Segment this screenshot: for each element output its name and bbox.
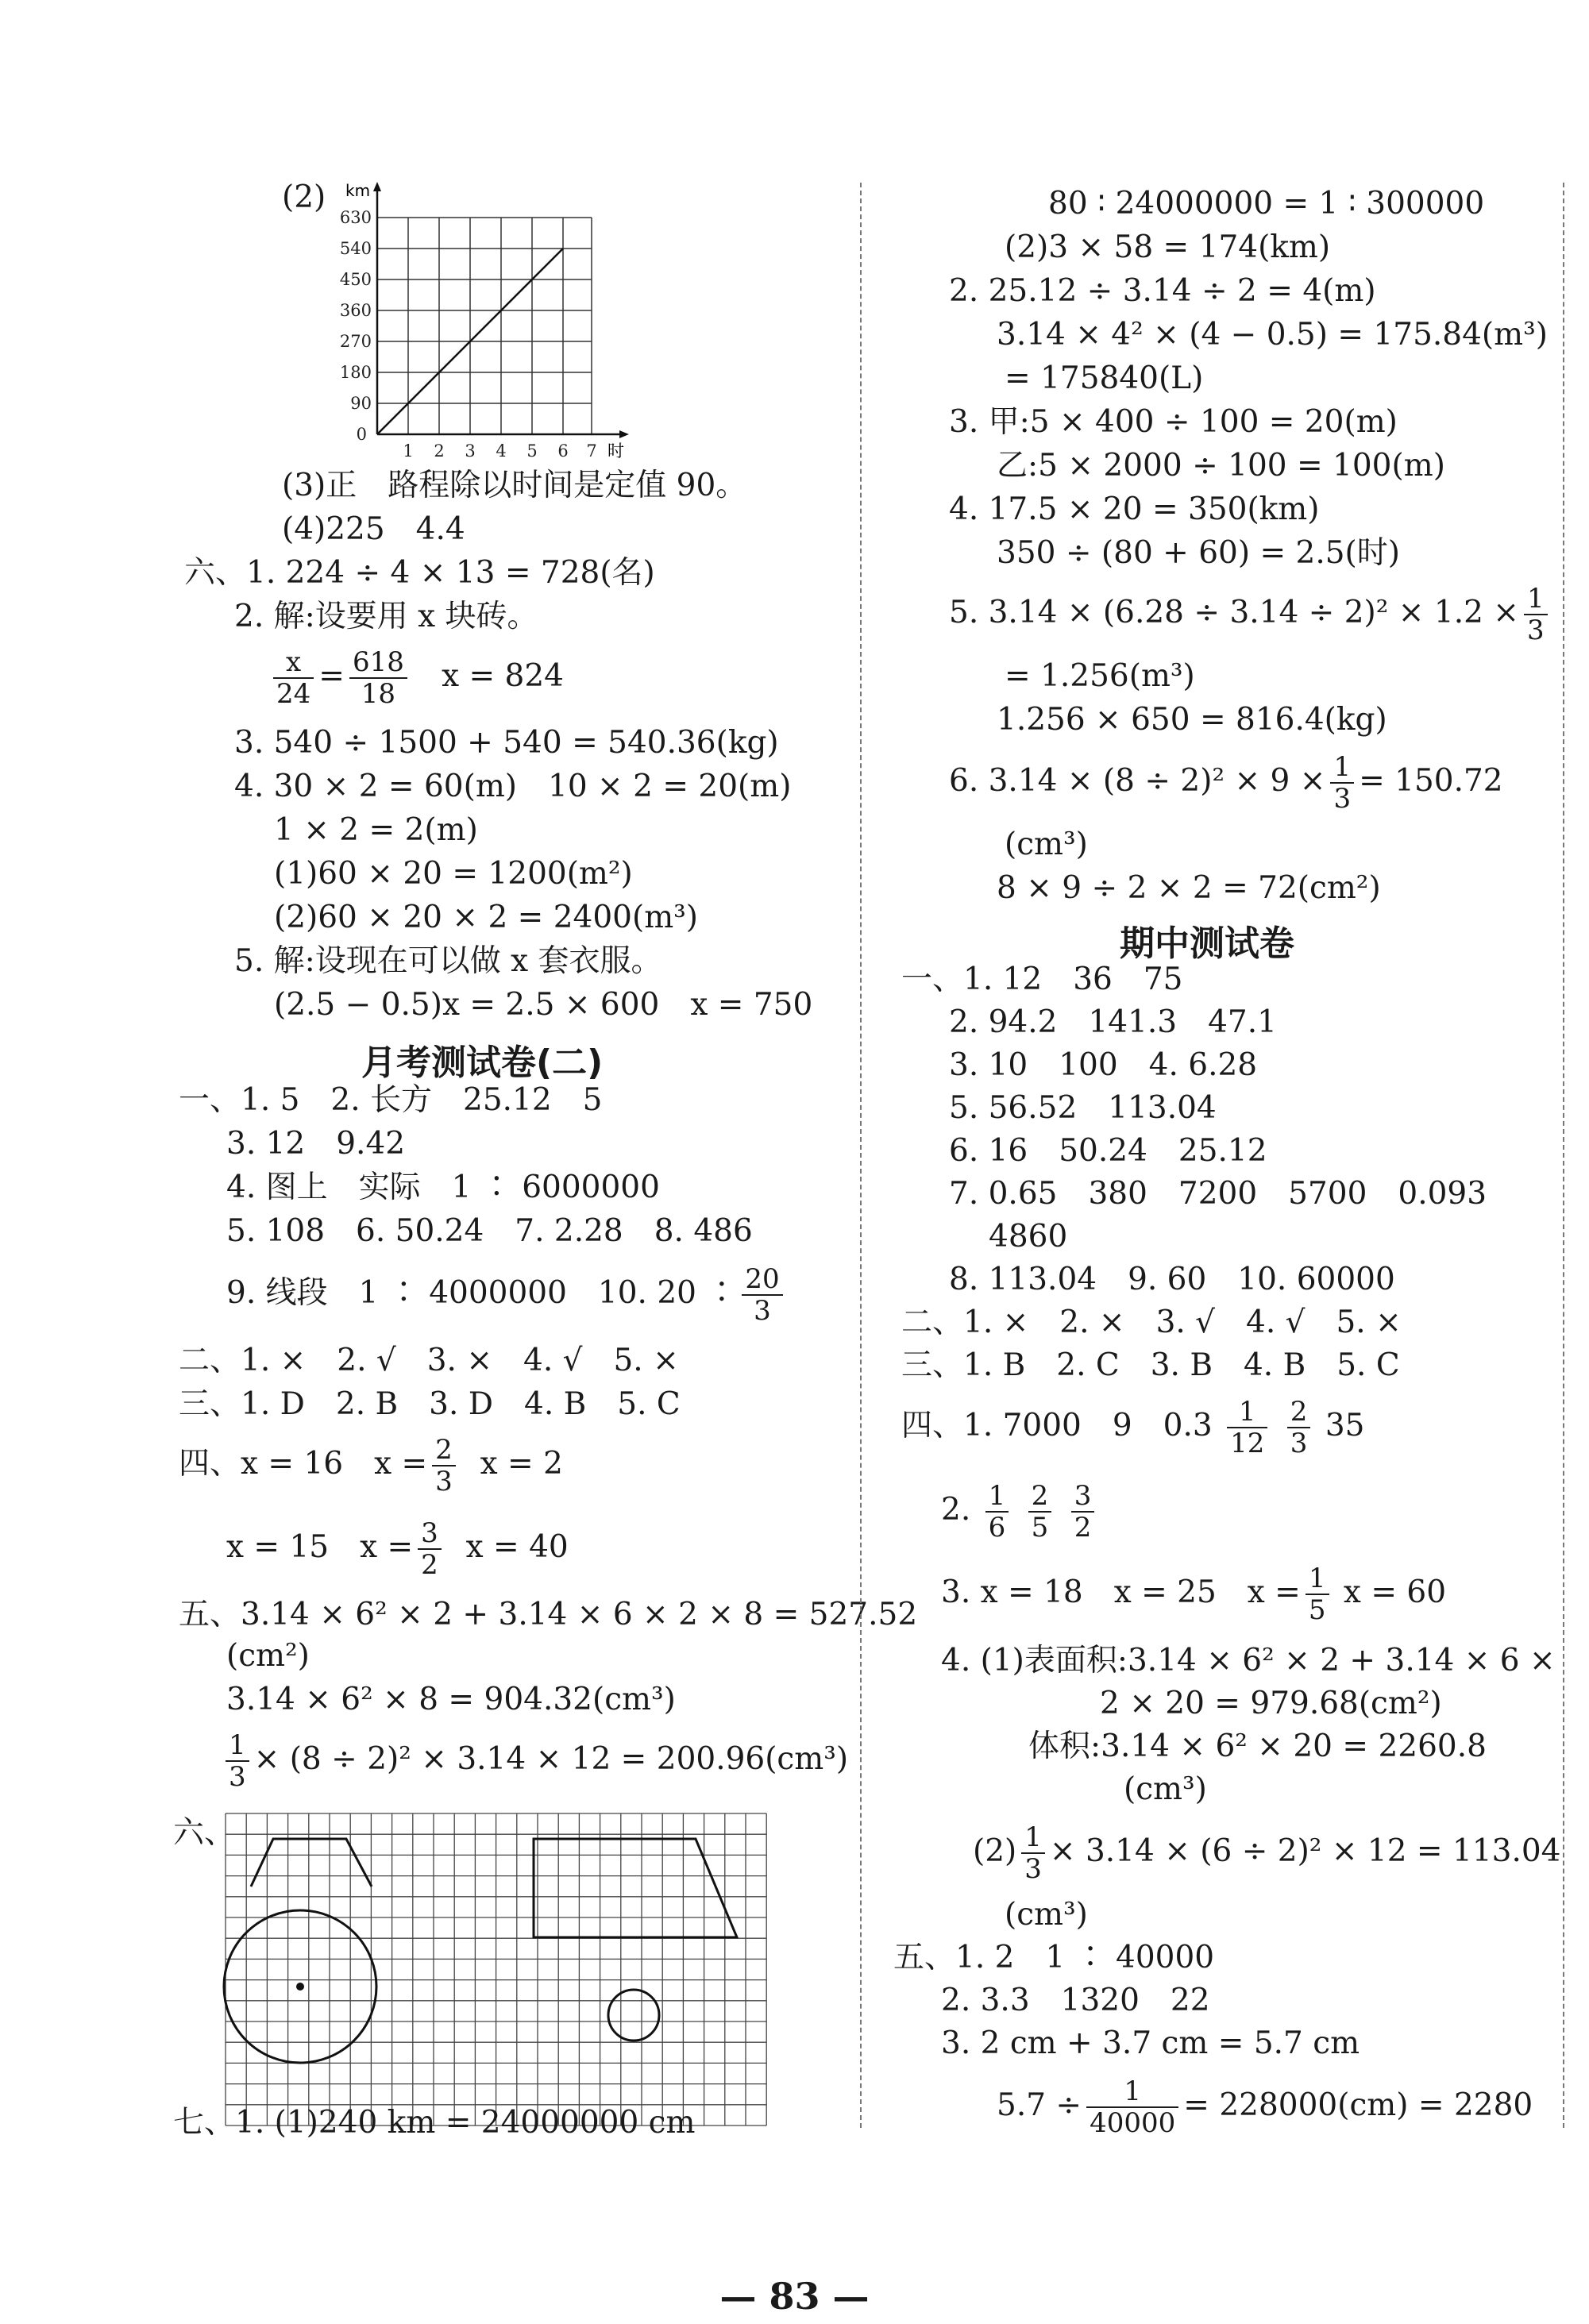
answer-line: (cm³): [1124, 1771, 1207, 1807]
circle-small: [608, 1990, 659, 2041]
answer-line: (cm³): [1005, 1897, 1088, 1933]
answer-line: 二、1. × 2. × 3. √ 4. √ 5. ×: [901, 1305, 1402, 1340]
answer-line: 350 ÷ (80 + 60) = 2.5(时): [997, 535, 1400, 571]
answer-line: (4)225 4.4: [282, 511, 465, 547]
answer-line: (2)3 × 58 = 174(km): [1005, 229, 1331, 265]
circle-center: [296, 1983, 304, 1991]
answer-line: = 175840(L): [1005, 360, 1204, 396]
answer-line: 七、1. (1)240 km = 24000000 cm: [173, 2105, 696, 2141]
answer-line: 六、: [173, 1815, 236, 1851]
graph-label: (2): [282, 179, 326, 215]
answer-line: 5.7 ÷ $\frac{1}{40000}$ = 228000(cm) = 2280: [997, 2075, 1533, 2139]
answer-line: (2)60 × 20 × 2 = 2400(m³): [274, 900, 699, 935]
answer-line: 2. 25.12 ÷ 3.14 ÷ 2 = 4(m): [949, 273, 1376, 309]
trapezoid-small: [251, 1839, 372, 1887]
trapezoid-large: [534, 1839, 737, 1937]
distance-time-graph: [318, 179, 651, 464]
answer-line: (1)60 × 20 = 1200(m²): [274, 856, 633, 892]
svg-text:0: 0: [356, 425, 367, 444]
answer-line: 4. 17.5 × 20 = 350(km): [949, 491, 1320, 527]
section-title: 月考测试卷(二): [361, 1043, 604, 1083]
answer-line: (2) $\frac{1}{3}$ × 3.14 × (6 ÷ 2)² × 12 = 113.04: [973, 1821, 1561, 1885]
answer-line: 四、1. 7000 9 0.3 $\frac{1}{12}$ $\frac{2}{3}$ 35: [901, 1396, 1365, 1459]
svg-text:450: 450: [339, 270, 372, 289]
answer-line: 四、x = 16 x = $\frac{2}{3}$ x = 2: [179, 1434, 563, 1497]
right-margin-line: [1563, 183, 1564, 2128]
answer-line: 二、1. × 2. √ 3. × 4. √ 5. ×: [179, 1343, 679, 1378]
answer-line: 1 × 2 = 2(m): [274, 812, 478, 848]
answer-line: 乙:5 × 2000 ÷ 100 = 100(m): [997, 448, 1445, 484]
answer-line: 五、3.14 × 6² × 2 + 3.14 × 6 × 2 × 8 = 527.52: [179, 1597, 918, 1632]
svg-text:540: 540: [339, 239, 372, 258]
svg-text:km: km: [345, 181, 371, 200]
svg-text:5: 5: [526, 441, 538, 461]
answer-line: = 1.256(m³): [1005, 658, 1195, 694]
answer-line: 5. 3.14 × (6.28 ÷ 3.14 ÷ 2)² × 1.2 × $\frac{1}{3}$: [949, 578, 1552, 648]
answer-line: 五、1. 2 1 ∶ 40000: [893, 1940, 1215, 1975]
answer-line: (cm³): [1005, 827, 1088, 862]
answer-line: (3)正 路程除以时间是定值 90。: [282, 468, 747, 503]
answer-line: 5. 56.52 113.04: [949, 1090, 1217, 1126]
answer-line: 9. 线段 1 ∶ 4000000 10. 20 ∶ $\frac{20}{3}$: [226, 1258, 788, 1328]
svg-text:90: 90: [350, 394, 372, 413]
svg-text:4: 4: [496, 441, 507, 461]
svg-text:360: 360: [339, 301, 372, 320]
answer-line: 8 × 9 ÷ 2 × 2 = 72(cm²): [997, 870, 1381, 906]
svg-text:180: 180: [339, 363, 372, 382]
answer-line: 4860: [989, 1219, 1068, 1254]
answer-line: 7. 0.65 380 7200 5700 0.093: [949, 1176, 1487, 1212]
answer-line: 2. $\frac{1}{6}$ $\frac{2}{5}$ $\frac{3}{2}$: [941, 1475, 1099, 1545]
svg-text:2: 2: [434, 441, 445, 461]
answer-line: 2. 3.3 1320 22: [941, 1983, 1210, 2018]
answer-line: 三、1. D 2. B 3. D 4. B 5. C: [179, 1386, 681, 1422]
answer-line: 3. x = 18 x = 25 x = $\frac{1}{5}$ x = 60: [941, 1563, 1447, 1626]
answer-line: (cm²): [226, 1638, 310, 1674]
column-divider: [860, 183, 862, 2128]
svg-text:7: 7: [586, 441, 597, 461]
answer-line: 5. 108 6. 50.24 7. 2.28 8. 486: [226, 1213, 753, 1249]
svg-text:3: 3: [465, 441, 476, 461]
answer-line: 一、1. 5 2. 长方 25.12 5: [179, 1082, 603, 1118]
answer-line: 8. 113.04 9. 60 10. 60000: [949, 1262, 1395, 1297]
answer-line: 2. 解:设要用 x 块砖。: [234, 599, 538, 634]
svg-text:6: 6: [557, 441, 569, 461]
answer-line: 5. 解:设现在可以做 x 套衣服。: [234, 943, 662, 979]
svg-text:270: 270: [339, 332, 372, 351]
answer-line: 80 ∶ 24000000 = 1 ∶ 300000: [1048, 186, 1485, 222]
drawing-grid: [222, 1810, 794, 2136]
answer-line: 1.256 × 650 = 816.4(kg): [997, 702, 1387, 738]
answer-line: 3.14 × 6² × 8 = 904.32(cm³): [226, 1682, 676, 1717]
answer-line: 3. 2 cm + 3.7 cm = 5.7 cm: [941, 2025, 1360, 2061]
answer-line: 六、1. 224 ÷ 4 × 13 = 728(名): [184, 555, 655, 591]
answer-line: 2 × 20 = 979.68(cm²): [1100, 1686, 1442, 1721]
answer-line: 6. 16 50.24 25.12: [949, 1133, 1267, 1169]
answer-line: 3. 甲:5 × 400 ÷ 100 = 20(m): [949, 404, 1398, 440]
answer-line: 体积:3.14 × 6² × 20 = 2260.8: [1028, 1729, 1487, 1764]
svg-text:时: 时: [607, 441, 624, 461]
answer-line: 4. 图上 实际 1 ∶ 6000000: [226, 1170, 660, 1205]
page-number: — 83 —: [719, 2275, 870, 2318]
answer-line: 3. 12 9.42: [226, 1126, 406, 1162]
answer-line: 3. 10 100 4. 6.28: [949, 1047, 1258, 1083]
answer-line: (2.5 − 0.5)x = 2.5 × 600 x = 750: [274, 987, 813, 1023]
answer-line: $\frac{1}{3}$ × (8 ÷ 2)² × 3.14 × 12 = 200.96(cm³): [221, 1725, 848, 1794]
section-title: 期中测试卷: [1120, 923, 1294, 964]
answer-line: 4. 30 × 2 = 60(m) 10 × 2 = 20(m): [234, 769, 792, 804]
svg-text:630: 630: [339, 208, 372, 227]
answer-line: 3.14 × 4² × (4 − 0.5) = 175.84(m³): [997, 317, 1548, 353]
answer-line: 6. 3.14 × (8 ÷ 2)² × 9 × $\frac{1}{3}$ = 150.72: [949, 751, 1503, 815]
answer-line: 一、1. 12 36 75: [901, 962, 1183, 997]
svg-text:1: 1: [403, 441, 414, 461]
answer-line: 2. 94.2 141.3 47.1: [949, 1004, 1277, 1040]
answer-line: $\frac{x}{24}$ = $\frac{618}{18}$ x = 824: [268, 642, 564, 711]
answer-line: 三、1. B 2. C 3. B 4. B 5. C: [901, 1347, 1400, 1383]
answer-line: 3. 540 ÷ 1500 + 540 = 540.36(kg): [234, 725, 779, 761]
answer-line: 4. (1)表面积:3.14 × 6² × 2 + 3.14 × 6 ×: [941, 1643, 1556, 1678]
answer-line: x = 15 x = $\frac{3}{2}$ x = 40: [226, 1517, 569, 1581]
